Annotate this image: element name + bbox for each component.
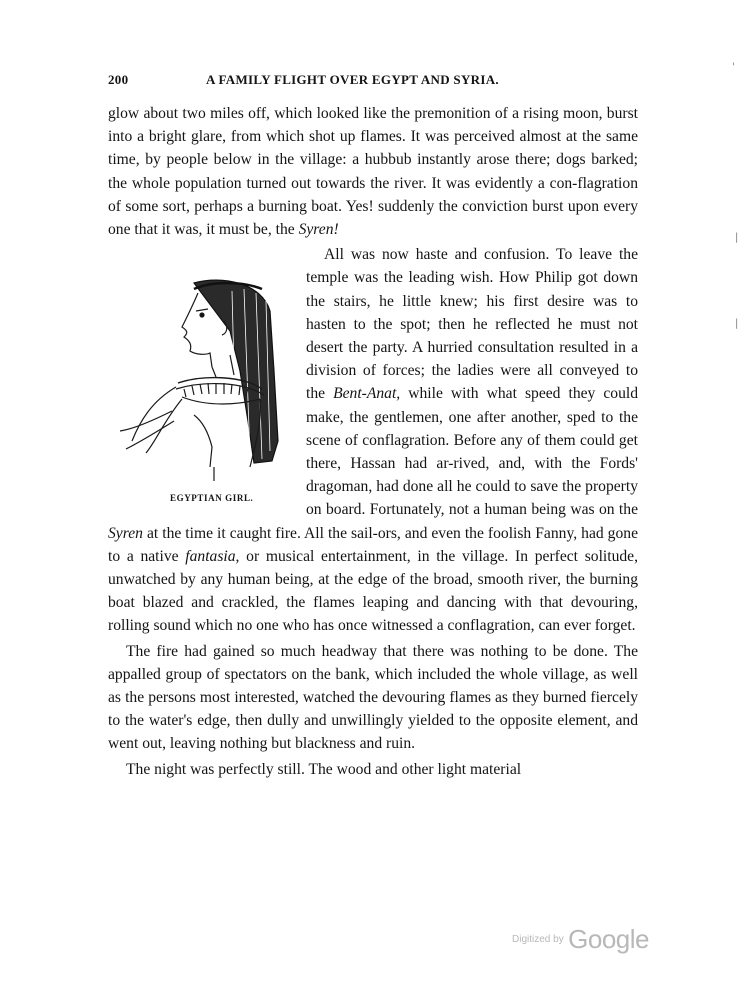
paragraph [108,243,638,637]
italic-ship-name: Syren [108,524,143,542]
running-title: A FAMILY FLIGHT OVER EGYPT AND SYRIA. [206,72,499,87]
paragraph-text: at the time it caught fire. All the sail-ors, and even the foolish Fanny, had gone to a native [108,524,638,565]
italic-ship-name: Syren! [298,221,339,239]
italic-boat-name: Bent-Anat, [333,385,401,403]
figure-caption: EGYPTIAN GIRL. [170,493,254,504]
figure-egyptian-girl [108,245,306,521]
page-number: 200 [108,72,129,87]
paragraph-text: or musical entertainment, in the village. In perfect solitude, unwatched by any human being, at the edge of the broad, smooth river, the burning boat blazed and crackled, the flames leaping and dancing with that devouring, rolling sound which no one who has once witnessed a conflagration, can ever forget. [108,547,638,635]
google-logo: Google [568,924,649,954]
paragraph [108,102,638,241]
stray-mark: ' [732,62,735,73]
digitized-watermark [512,924,649,955]
italic-term: fantasia, [185,547,240,565]
egyptian-girl-illustration [112,271,292,481]
paragraph-text: All was now haste and confusion. To leave the temple was the leading wish. How Philip got down the stairs, he little knew; his first desire was to hasten to the spot; then he reflected he must not desert the party. A hurried consultation resulted in a division of forces; the ladies were all conveyed to the [306,246,638,403]
paragraph-text: while with what speed they could make, the gentlemen, one after another, sped to the scene of conflagration. Before any of them could get there, Hassan had ar-rived, and, with the Fords' dragoman, had done all he could to save the property on board. Fortunately, not a human being was on the [306,385,638,519]
paragraph: The fire had gained so much headway that there was nothing to be done. The appalled group of spectators on the bank, which included the whole village, as well as the persons most interested, watched the devouring flames as they burned fiercely to the water's edge, then dully and unwillingly yielded to the opposite element, and went out, leaving nothing but blackness and ruin. [108,642,638,753]
paragraph: The night was perfectly still. The wood and other light material [126,760,522,778]
body-text [108,102,638,781]
watermark-prefix: Digitized by [512,934,564,945]
stray-mark: | [735,232,739,243]
running-header [108,72,638,92]
stray-mark: | [735,318,739,329]
paragraph-text: glow about two miles off, which looked like the premonition of a rising moon, burst into a bright glare, from which shot up flames. It was perceived almost at the same time, by people below in the village: a hubbub instantly arose there; dogs barked; the whole population turned out towards the river. It was evidently a con-flagration of some sort, perhaps a burning boat. Yes! suddenly the conviction burst upon every one that it was, it must be, the [108,105,638,239]
